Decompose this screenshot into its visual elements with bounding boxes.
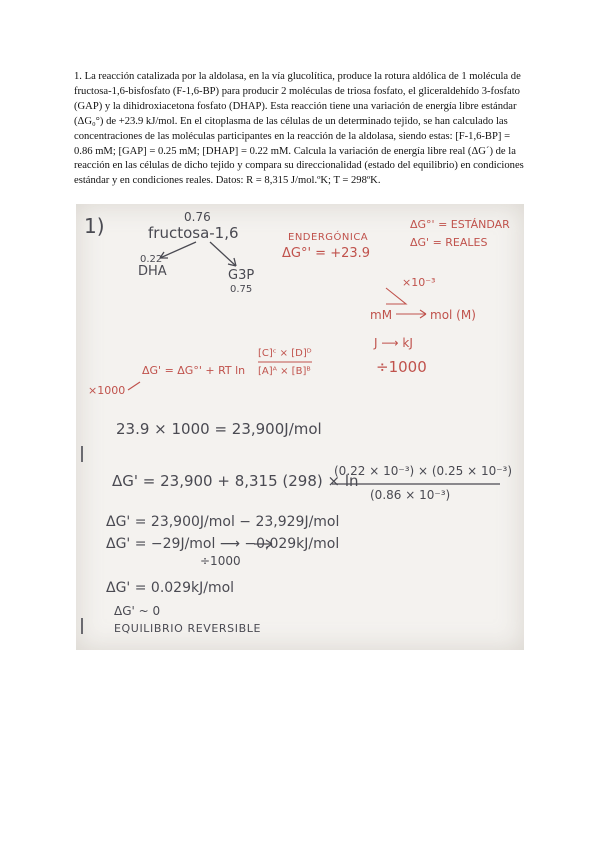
standard-dg-value: ΔG°' = +23.9 [282,246,371,261]
calc-line-5: ΔG' = 0.029kJ/mol [106,580,235,596]
dha-concentration: 0.22 [140,254,163,265]
problem-statement: 1. La reacción catalizada por la aldolasa, en la vía glucolítica, produce la rotura aldólica de 1 molécula de fructosa-1,6-bisfosfato (F-1,6-BP) para producir 2 moléculas de triosa fosfato, el gliceraldehído 3-fosfato (GAP) y la dihidroxiacetona fosfato (DHAP). Esta reacción tiene una variación de energía libre estándar (ΔG₀°) de +23.9 kJ/mol. En el citoplasma de las células de un determinado tejido, se han calculado las concentraciones de las moléculas participantes en la reacción de la aldolasa, siendo estas: [F-1,6-BP] = 0.86 mM; [GAP] = 0.25 mM; [DHAP] = 0.22 mM. Calcula la variación de energía libre real (ΔG´) de la reacción en las células de dicho tejido y compara su direccionalidad (estado del equilibrio) en condiciones estándar y en condiciones reales. Datos: R = 8,315 J/mol.ºK; T = 298ºK. [74,71,524,187]
problem-number: 1) [84,214,105,238]
fructose-label: fructosa-1,6 [148,224,239,242]
calc-line-3: ΔG' = 23,900J/mol − 23,929J/mol [106,514,340,530]
arrow-to-g3p [210,242,236,266]
times-1000: ×1000 [88,384,126,397]
calc-line-4-divide: ÷1000 [200,554,241,568]
formula-lhs: ΔG' = ΔG°' + RT ln [142,364,246,377]
calc-line-2-lhs: ΔG' = 23,900 + 8,315 (298) × ln [112,472,359,490]
g3p-concentration: 0.75 [230,284,253,295]
calc-line-2-numerator: (0.22 × 10⁻³) × (0.25 × 10⁻³) [334,464,513,478]
formula-numerator: [C]ᶜ × [D]ᴰ [258,348,312,359]
calc-line-2-denominator: (0.86 × 10⁻³) [370,488,451,502]
endergonic-label: ENDERGÓNICA [288,232,369,243]
conversion-factor: ×10⁻³ [402,276,436,289]
g3p-label: G3P [228,268,255,283]
calc-line-1: 23.9 × 1000 = 23,900J/mol [116,420,322,438]
conclusion: EQUILIBRIO REVERSIBLE [114,622,262,635]
mol-label: mol (M) [430,308,476,322]
arrow-conv-down [386,288,406,304]
handwritten-notes-photo [76,204,524,650]
legend-standard: ΔG°' = ESTÁNDAR [410,218,510,231]
arrow-to-dha [160,242,196,258]
mm-label: mM [370,308,393,322]
legend-real: ΔG' = REALES [410,236,488,249]
calc-line-4: ΔG' = −29J/mol ⟶ −0,029kJ/mol [106,536,340,552]
dha-label: DHA [138,264,167,279]
divide-1000: ÷1000 [376,358,427,376]
calc-line-6: ΔG' ~ 0 [114,604,161,618]
formula-denominator: [A]ᴬ × [B]ᴮ [258,366,311,377]
arrow-x1000 [128,382,140,390]
fructose-concentration: 0.76 [184,210,211,224]
j-to-kj: J ⟶ kJ [374,336,413,350]
